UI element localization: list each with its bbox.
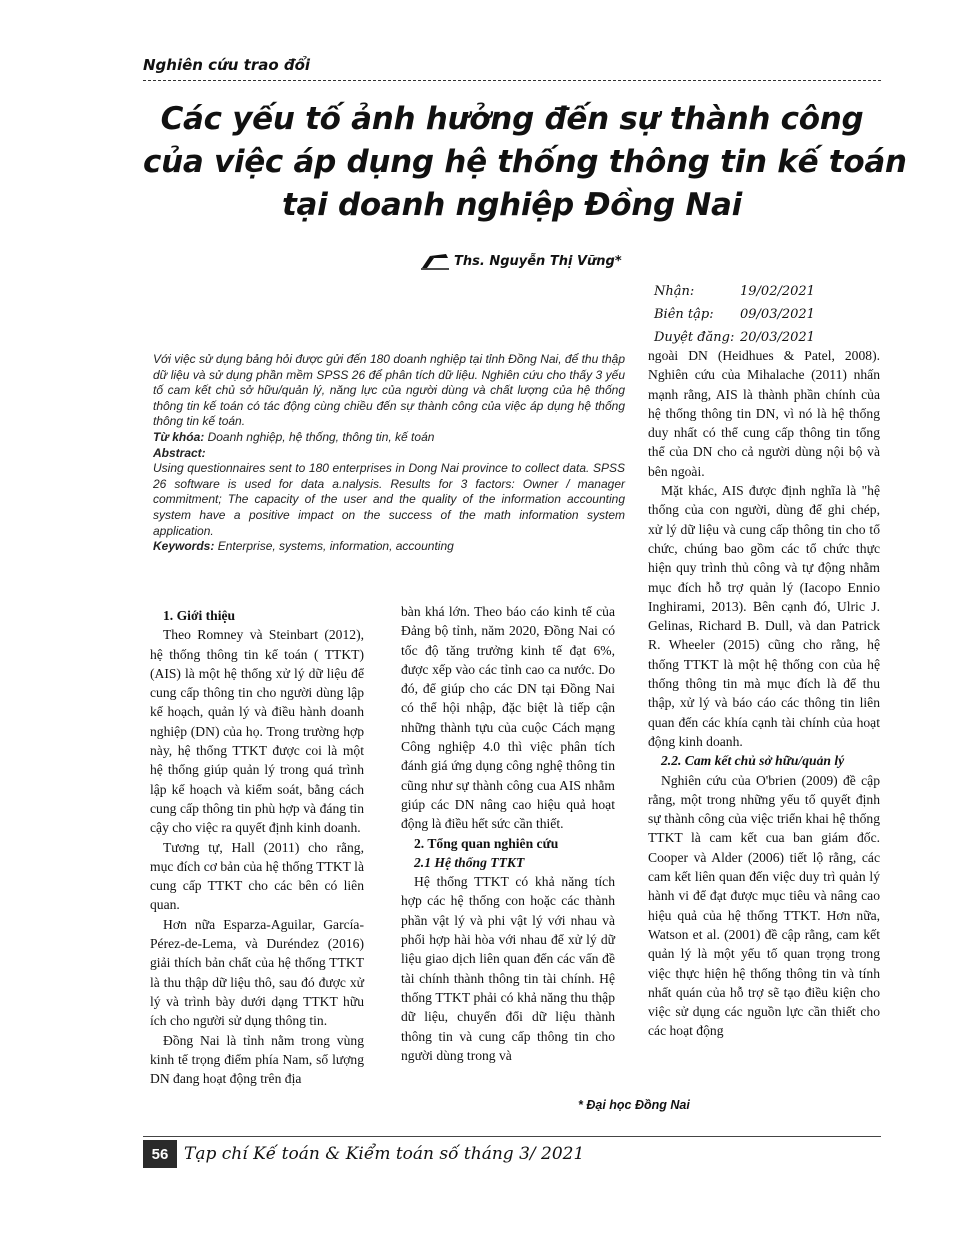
keywords-en — [153, 539, 625, 555]
body-column-3 — [648, 346, 880, 1041]
dates-block — [654, 280, 884, 349]
body-column-2 — [401, 602, 615, 1065]
keywords-vi-text: Doanh nghiệp, hệ thống, thông tin, kế toán — [204, 429, 435, 444]
date-label: Nhận: — [654, 284, 695, 299]
date-label: Biên tập: — [654, 307, 714, 322]
paragraph: bàn khá lớn. Theo báo cáo kinh tế của Đảng bộ tỉnh, năm 2020, Đồng Nai có tốc độ tăng trưởng kinh tế đạt 6%, được xếp vào các tỉnh cao ca nước. Do đó, để giúp cho các DN tại Đồng Nai có thể hội nhập, đặc biệt là tiếp cận những thành tựu của cuộc Cách mạng Công nghiệp 4.0 thì việc phân tích đánh giá ứng dụng công nghệ thông tin cũng như sự thành công cua AIS nhằm giúp các DN nâng cao hiệu quả hoạt động là điều hết sức cần thiết. — [401, 604, 615, 832]
keywords-vi — [153, 430, 625, 446]
title-line-1: Các yếu tố ảnh hưởng đến sự thành công — [160, 101, 864, 137]
subsection-heading: 2.1 Hệ thống TTKT — [414, 854, 525, 870]
paragraph: Tương tự, Hall (2011) cho rằng, mục đích cơ bản của hệ thống TTKT là cung cấp TTKT cho các bên có liên quan. — [150, 839, 364, 913]
paragraph: Hơn nữa Esparza-Aguilar, García-Pérez-de-Lema, và Duréndez (2016) giải thích bản chất của hệ thống TTKT là thu thập dữ liệu thô, sau đó được xử lý và trình bày dưới dạng TTKT hữu ích cho người sử dụng thông tin. — [150, 916, 364, 1029]
section-heading: 2. Tổng quan nghiên cứu — [414, 835, 559, 851]
date-value: 09/03/2021 — [740, 307, 815, 322]
author-name: Ths. Nguyễn Thị Vững* — [454, 253, 622, 269]
author-line — [420, 252, 622, 270]
keywords-en-text: Enterprise, systems, information, accounting — [214, 539, 454, 554]
keywords-en-label: Keywords: — [153, 539, 215, 554]
paragraph: Mặt khác, AIS được định nghĩa là "hệ thống của con người, dùng để ghi chép, xử lý dữ liệu và cung cấp thông tin cho tổ chức, chúng bao gồm các tổ chức thực hiện quy trình thủ công và tự động nhằm mục đích hỗ trợ quản lý (Iacopo Ennio Inghirami, 2013). Bên cạnh đó, Ulric J. Gelinas, Richard B. Dull, và dan Patrick R. Wheeler (2015) cũng cho rằng, hệ thống TTKT là một hệ thống con của hệ thống thông tin mà mục đích là để thu thập, xử lý và báo cáo các thông tin liên quan đến các khía cạnh tài chính của hoạt động kinh doanh. — [648, 483, 880, 749]
abstract-en-label: Abstract: — [153, 445, 206, 460]
title-line-3: tại doanh nghiệp Đồng Nai — [282, 187, 742, 223]
date-edited — [654, 303, 884, 326]
date-value: 20/03/2021 — [740, 330, 815, 345]
journal-name: Tạp chí Kế toán & Kiểm toán số tháng 3/ 2021 — [184, 1144, 585, 1164]
paragraph: Đồng Nai là tỉnh nằm trong vùng kinh tế trọng điểm phía Nam, số lượng DN đang hoạt động trên địa — [150, 1032, 364, 1087]
date-label: Duyệt đăng: — [654, 330, 735, 345]
body-column-1 — [150, 606, 364, 1088]
paragraph: Hệ thống TTKT có khả năng tích hợp các hệ thống con hoặc các thành phần vật lý và phi vật lý với nhau và phối hợp hài hòa với nhau để xử lý dữ liệu giao dịch liên quan đến các vấn đề tài chính thành thông tin tài chính. Hệ thống TTKT phải có khả năng thu thập dữ liệu, chuyển đổi dữ liệu thành thông tin và cung cấp thông tin cho người dùng trong và — [401, 874, 615, 1063]
paragraph: ngoài DN (Heidhues & Patel, 2008). Nghiên cứu của Mihalache (2011) nhấn mạnh rằng, AIS là thành phần chính của hệ thống thông tin DN, vì nó là hệ thống duy nhất có thể cung cấp thông tin tổng thể của DN cho cả người dùng nội bộ và bên ngoài. — [648, 348, 880, 479]
abstract-vi: Với việc sử dụng bảng hỏi được gửi đến 180 doanh nghiệp tại tỉnh Đồng Nai, để thu thập dữ liệu và sử dụng phần mềm SPSS 26 để phân tích dữ liệu. Nghiên cứu cho thấy 3 yếu tố cam kết chủ sở hữu/quản lý, năng lực của người dùng và chất lượng của hệ thống thông tin kế toán có tác động cùng chiều đến sự thành công của việc áp dụng hệ thống thông tin kế toán. — [153, 352, 625, 429]
article-title — [143, 98, 907, 227]
date-received — [654, 280, 884, 303]
abstract-en: Using questionnaires sent to 180 enterprises in Dong Nai province to collect data. SPSS 26 software is used for data a.nalysis. Results for 3 factors: Owner / manager commitment; The capacity of the user and the quality of the information accounting system have a positive impact on the success of the math information system application. — [153, 461, 625, 538]
date-value: 19/02/2021 — [740, 284, 815, 299]
paragraph: Nghiên cứu của O'brien (2009) đề cập rằng, một trong những yếu tố quyết định sự thành công của việc triển khai hệ thống TTKT là cam kết cua ban giám đốc. Cooper và Alder (2006) tiết lộ rằng, các cam kết liên quan đến việc duy trì quản lý hành vi để đạt được mục tiêu và nâng cao hiệu quả của hệ thống TTKT. Hơn nữa, Watson et al. (2001) đề cập rằng, cam kết quản lý là một yếu tố quan trọng trong việc thực hiện hệ thống thông tin và tính nhất quán của hỗ trợ sẽ tạo điều kiện cho việc sử dụng các nguồn lực cần thiết cho các hoạt động — [648, 772, 880, 1039]
pen-icon — [420, 252, 450, 270]
title-line-2: của việc áp dụng hệ thống thông tin kế toán — [143, 144, 907, 180]
section-label: Nghiên cứu trao đổi — [143, 56, 311, 74]
top-rule — [143, 80, 881, 81]
bottom-rule — [143, 1136, 881, 1137]
paragraph: Theo Romney và Steinbart (2012), hệ thống thông tin kế toán ( TTKT) (AIS) là một hệ thống xử lý dữ liệu để cung cấp thông tin cho người dùng lập kế hoạch, quản lý và điều hành doanh nghiệp (DN) của họ. Trong trường hợp này, hệ thống TTKT được coi là một hệ thống giúp quản lý trong quá trình lập kế hoạch và kiểm soát, bằng cách cung cấp thông tin phù hợp và đáng tin cậy cho việc ra quyết định kinh doanh. — [150, 627, 364, 836]
affiliation-note: * Đại học Đồng Nai — [578, 1098, 690, 1112]
abstract-block — [153, 352, 625, 555]
keywords-vi-label: Từ khóa: — [153, 429, 205, 444]
page-number: 56 — [143, 1140, 177, 1168]
section-heading: 1. Giới thiệu — [163, 608, 236, 623]
subsection-heading: 2.2. Cam kết chủ sở hữu/quản lý — [661, 753, 845, 769]
